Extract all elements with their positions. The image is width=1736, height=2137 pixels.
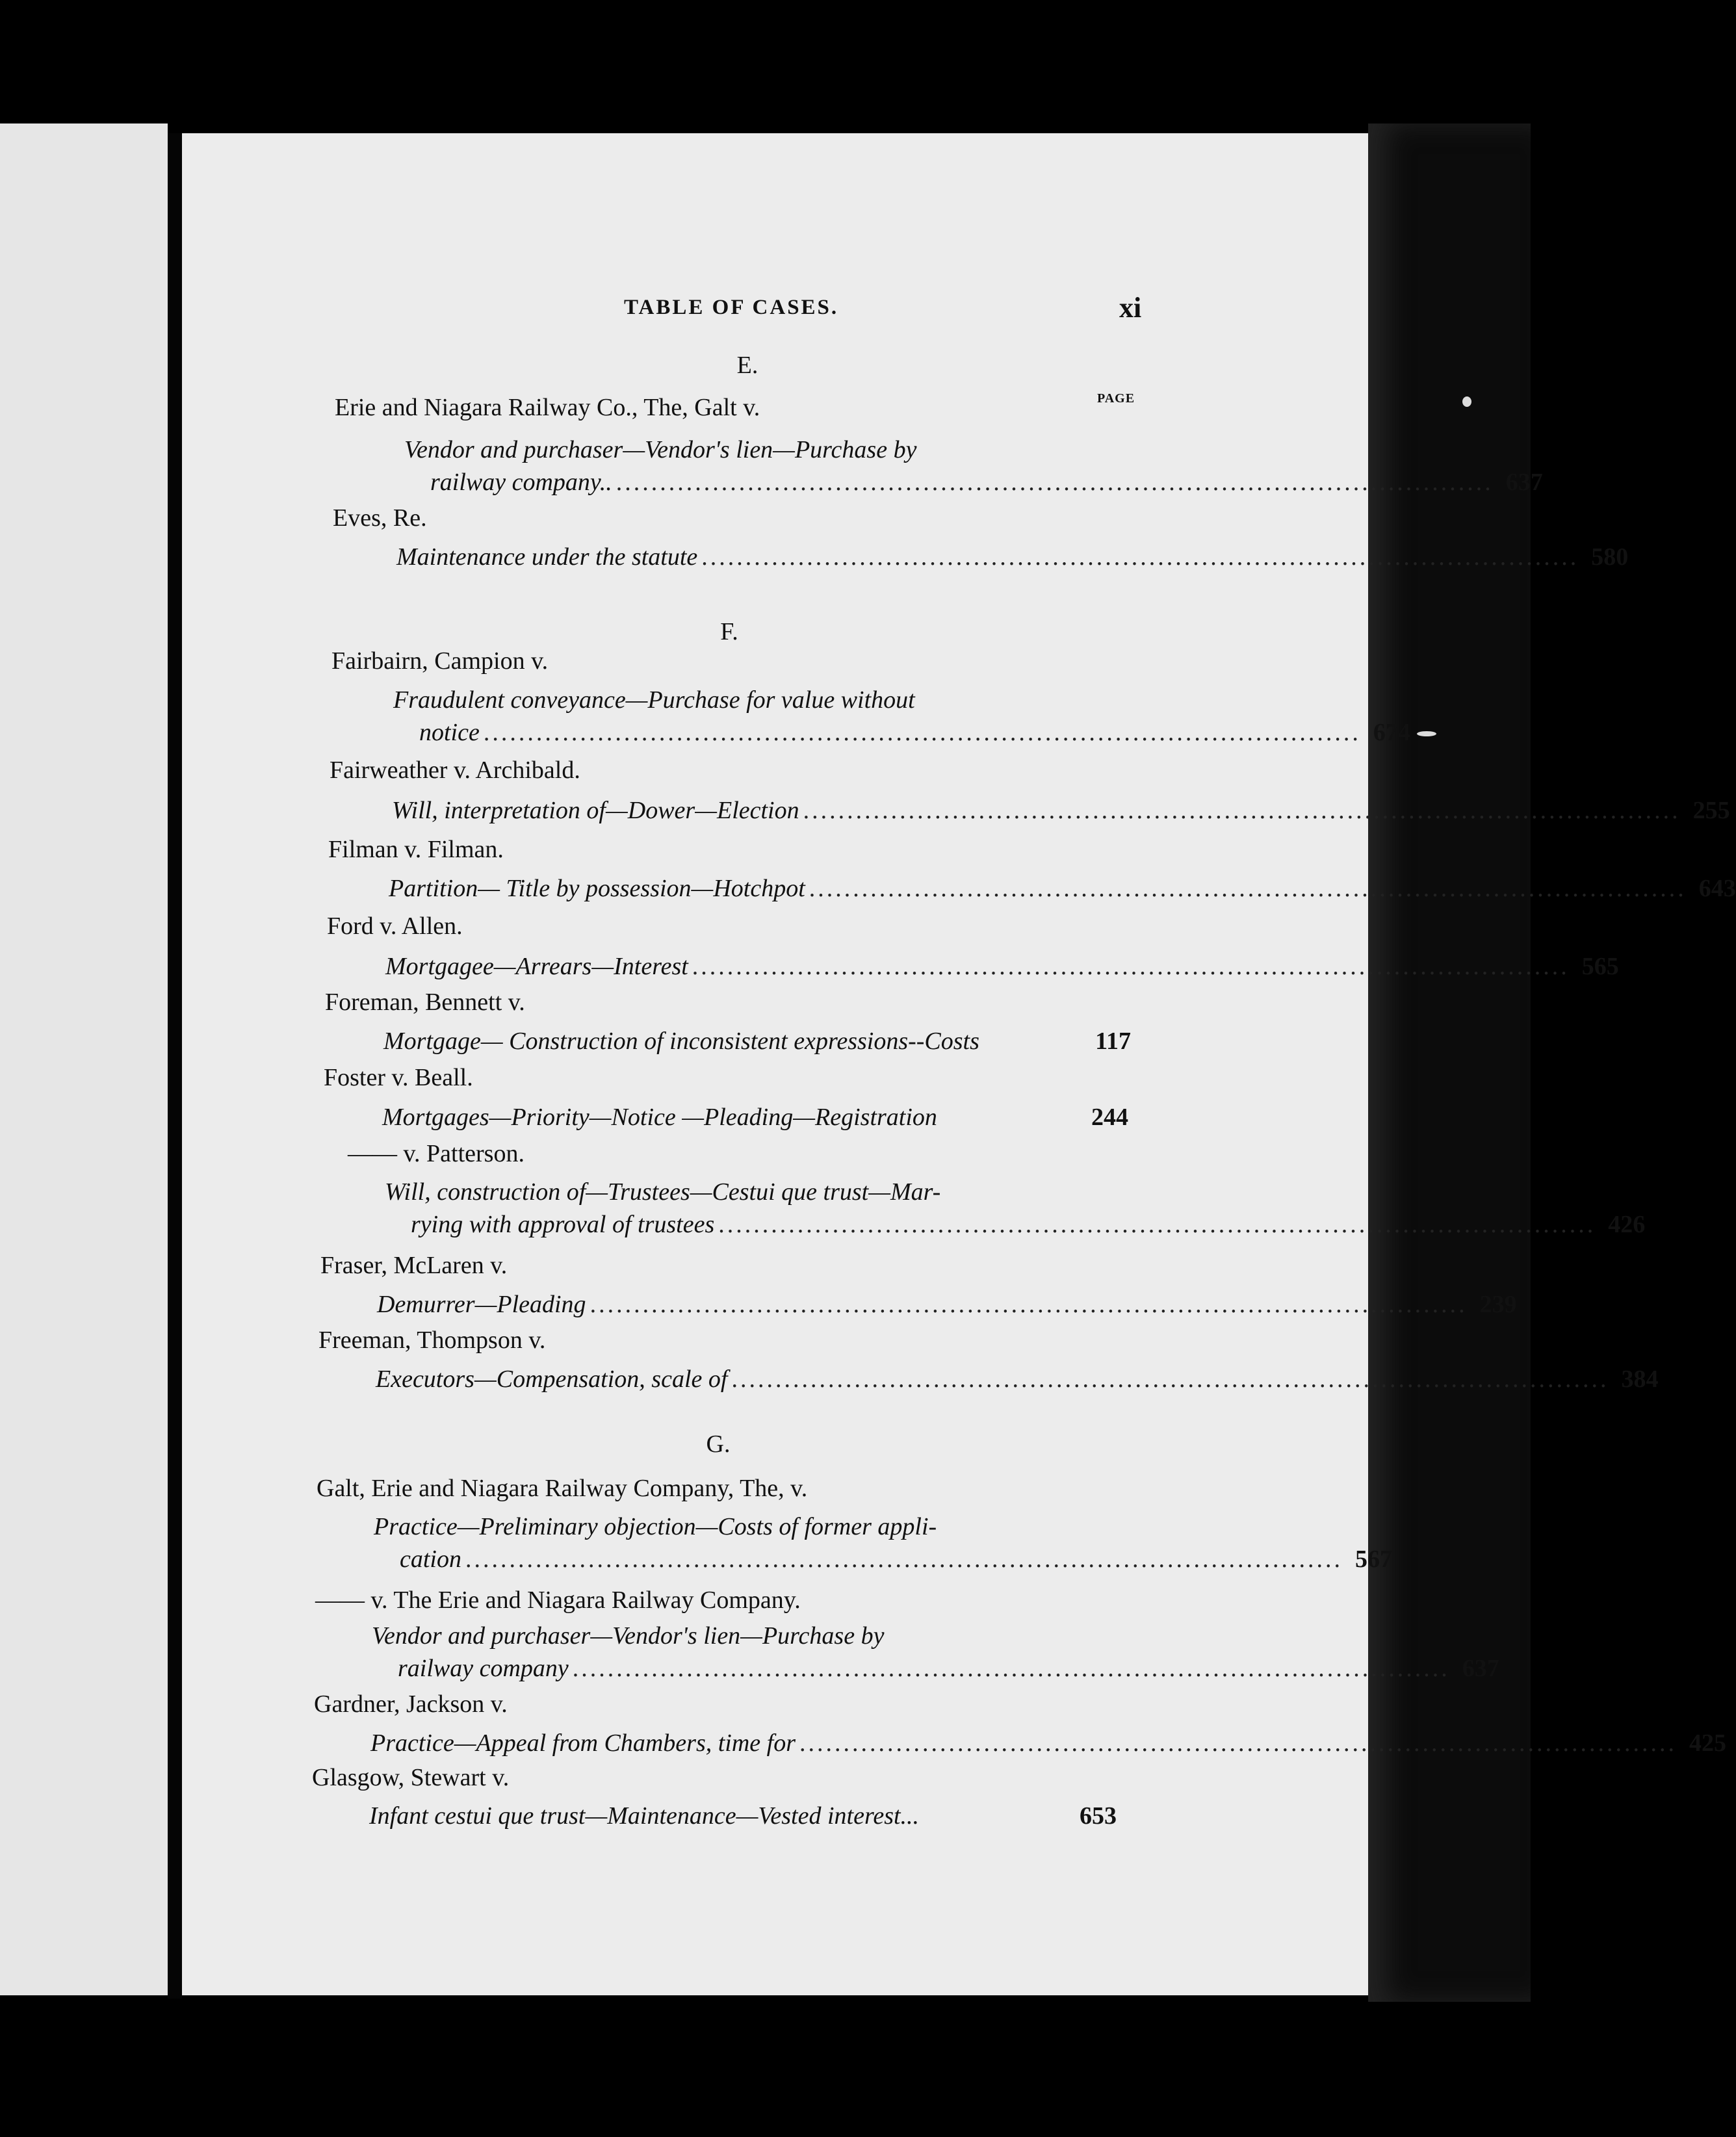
topic-line: Practice—Appeal from Chambers, time for [370, 1729, 796, 1757]
topic-line: railway company.. [430, 469, 612, 496]
case-topic [392, 796, 1730, 829]
topic-line: Demurrer—Pleading [377, 1291, 586, 1318]
leader-dots: .................................................................................................... [731, 1366, 1609, 1393]
page-ref: 244 [1091, 1104, 1128, 1131]
page-ref: 674 [1373, 719, 1410, 746]
page-ref: 384 [1621, 1366, 1659, 1393]
facing-page [0, 123, 168, 1995]
case-topic [382, 1103, 1128, 1135]
case-topic [389, 874, 1736, 907]
case-topic [383, 1027, 1131, 1059]
topic-line: Vendor and purchaser—Vendor's lien—Purchase by [404, 436, 917, 463]
case-topic [376, 1365, 1659, 1397]
dust-speck [1462, 396, 1471, 407]
section-letter: E. [736, 352, 758, 379]
case-topic [374, 1512, 1392, 1577]
topic-line: Will, interpretation of—Dower—Election [392, 797, 799, 824]
case-topic [396, 543, 1629, 575]
page-ref: 425 [1689, 1729, 1727, 1757]
topic-line: railway company [398, 1655, 569, 1682]
case-name: Foster v. Beall. [324, 1064, 473, 1091]
page-ref: 637 [1462, 1655, 1499, 1682]
case-topic [370, 1729, 1727, 1761]
case-topic [369, 1802, 1117, 1834]
case-name: Fairweather v. Archibald. [330, 757, 580, 784]
case-name: —— v. The Erie and Niagara Railway Company. [315, 1587, 801, 1614]
leader-dots: .................................................................................................... [701, 543, 1579, 571]
dust-speck [1417, 731, 1436, 736]
topic-line: cation [400, 1546, 461, 1573]
topic-line: Partition— Title by possession—Hotchpot [389, 875, 805, 902]
topic-line: Mortgages—Priority—Notice —Pleading—Registration [382, 1104, 937, 1131]
topic-line: Vendor and purchaser—Vendor's lien—Purchase by [372, 1622, 885, 1650]
case-name: Filman v. Filman. [328, 836, 504, 863]
page-ref: 239 [1479, 1291, 1517, 1318]
leader-dots: .................................................................................................... [615, 469, 1494, 496]
topic-line: Maintenance under the statute [396, 543, 698, 571]
page-ref: 565 [1581, 953, 1619, 980]
case-name: Freeman, Thompson v. [318, 1327, 546, 1354]
leader-dots: .................................................................................................... [809, 875, 1687, 902]
leader-dots: .................................................................................................... [483, 719, 1361, 746]
case-topic [404, 435, 1543, 500]
page-ref: 567 [1354, 1546, 1392, 1573]
case-name: —— v. Patterson. [348, 1140, 525, 1167]
topic-line: rying with approval of trustees [411, 1211, 715, 1238]
leader-dots: .................................................................................................... [718, 1211, 1596, 1238]
section-letter: G. [706, 1431, 731, 1458]
topic-line: Practice—Preliminary objection—Costs of former appli- [374, 1513, 937, 1540]
case-name: Ford v. Allen. [327, 913, 463, 940]
case-topic [385, 1178, 1646, 1243]
leader-dots: .................................................................................................... [572, 1655, 1450, 1682]
topic-line: Mortgage— Construction of inconsistent expressions--Costs [383, 1028, 979, 1055]
leader-dots: .................................................................................................... [465, 1546, 1343, 1573]
page-ref: 653 [1080, 1802, 1117, 1830]
page-ref: 580 [1591, 543, 1629, 571]
case-topic [385, 952, 1619, 985]
page-column-label: PAGE [1097, 391, 1135, 406]
topic-line: notice [419, 719, 480, 746]
page-ref: 426 [1608, 1211, 1646, 1238]
page-number: xi [1119, 292, 1142, 324]
case-name: Galt, Erie and Niagara Railway Company, The, v. [317, 1475, 808, 1502]
page-ref: 117 [1095, 1028, 1131, 1055]
page-edge [1368, 123, 1531, 2002]
topic-line: Will, construction of—Trustees—Cestui que trust—Mar- [385, 1178, 941, 1206]
running-head: TABLE OF CASES. [624, 296, 839, 319]
topic-line: Fraudulent conveyance—Purchase for value without [393, 686, 915, 714]
case-topic [372, 1622, 1499, 1687]
topic-line: Mortgagee—Arrears—Interest [385, 953, 688, 980]
case-name: Fraser, McLaren v. [320, 1252, 508, 1279]
page-ref: 255 [1692, 797, 1730, 824]
case-name: Fairbairn, Campion v. [331, 647, 549, 675]
leader-dots: .................................................................................................... [589, 1291, 1468, 1318]
case-name: Erie and Niagara Railway Co., The, Galt v. [335, 394, 760, 421]
page-ref: 637 [1505, 469, 1543, 496]
case-name: Foreman, Bennett v. [325, 989, 525, 1016]
leader-dots: .................................................................................................... [692, 953, 1570, 980]
case-topic [393, 686, 1410, 751]
section-letter: F. [720, 618, 738, 645]
case-name: Glasgow, Stewart v. [312, 1764, 510, 1791]
topic-line: Infant cestui que trust—Maintenance—Vested interest... [369, 1802, 920, 1830]
case-topic [377, 1290, 1517, 1323]
page-ref: 643 [1698, 875, 1736, 902]
leader-dots: .................................................................................................... [799, 1729, 1678, 1757]
topic-line: Executors—Compensation, scale of [376, 1366, 728, 1393]
leader-dots: .................................................................................................... [803, 797, 1681, 824]
case-name: Eves, Re. [333, 504, 427, 532]
book-gutter [168, 133, 182, 1999]
case-name: Gardner, Jackson v. [314, 1690, 508, 1718]
